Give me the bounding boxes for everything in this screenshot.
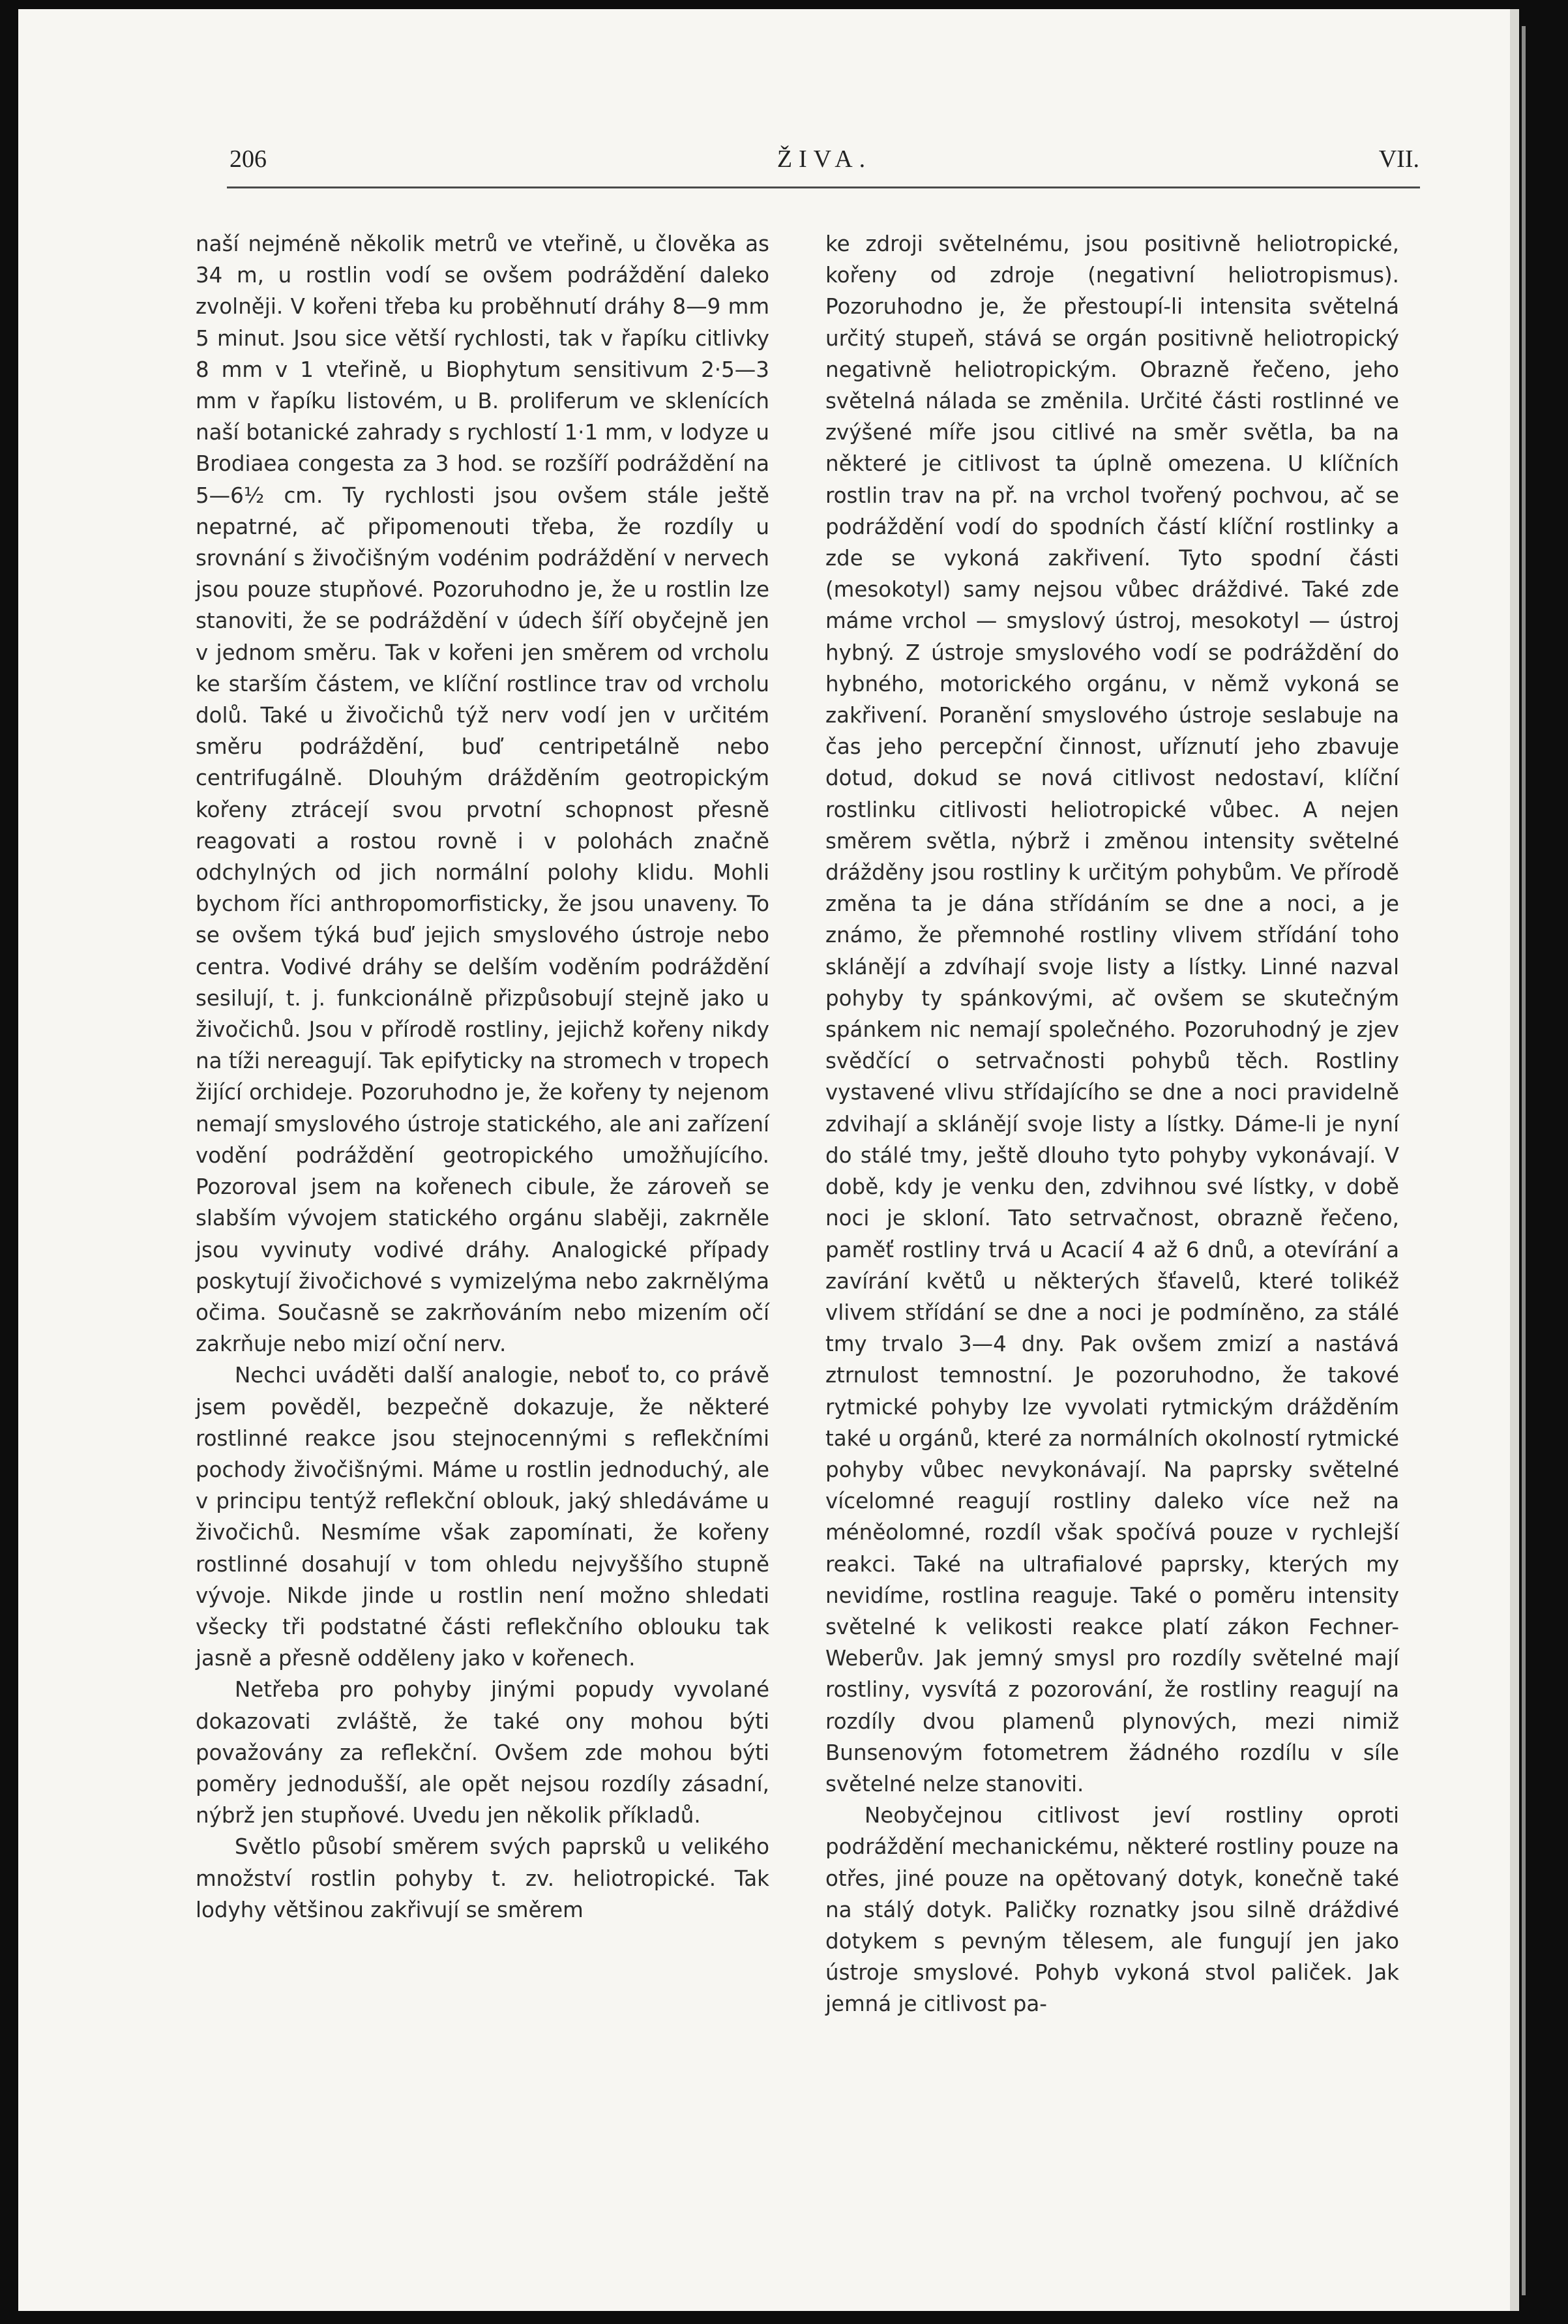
paragraph: naší nejméně několik metrů ve vteřině, u člověka as 34 m, u rostlin vodí se ovšem podráždění daleko zvolněji. V kořeni třeba ku proběhnutí dráhy 8—9 mm 5 minut. Jsou sice větší rychlosti, tak v řapíku citlivky 8 mm v 1 vteřině, u Biophytum sensitivum 2·5—3 mm v řapíku listovém, u B. proliferum ve sklenících naší botanické zahrady s rychlostí 1·1 mm, v lodyze u Brodiaea congesta za 3 hod. se rozšíří podráždění na 5—6½ cm. Ty rychlosti jsou ovšem stále ještě nepatrné, ač připomenouti třeba, že rozdíly u srovnání s živočišným vodénim podráždění v nervech jsou pouze stupňové. Pozoruhodno je, že u rostlin lze stanoviti, že se podráždění v údech šíří obyčejně jen v jednom směru. Tak v kořeni jen směrem od vrcholu ke starším částem, ve klíční rostlince trav od vrcholu dolů. Také u živočichů týž nerv vodí jen v určitém směru podráždění, buď centripetálně nebo centrifugálně. Dlouhým drážděním geotropickým kořeny ztrácejí svou prvotní schopnost přesně reagovati a rostou rovně i v polohách značně odchylných od jich normální polohy klidu. Mohli bychom říci anthropomorfisticky, že jsou unaveny. To se ovšem týká buď jejich smyslového ústroje nebo centra. Vodivé dráhy se delším voděním podráždění sesilují, t. j. funkcionálně přizpůsobují stejně jako u živočichů. Jsou v přírodě rostliny, jejichž kořeny nikdy na tíži nereagují. Tak epifyticky na stromech v tropech žijící orchideje. Pozoruhodno je, že kořeny ty nejenom nemají smyslového ústroje statického, ale ani zařízení vodění podráždění geotropického umožňujícího. Pozoroval jsem na kořenech cibule, že zároveň se slabším vývojem statického orgánu slaběji, zakrněle jsou vyvinuty vodivé dráhy. Analogické případy poskytují živočichové s vymizelýma nebo zakrnělýma očima. Současně se zakrňováním nebo mizením očí zakrňuje nebo mizí oční nerv.: [196, 231, 769, 1357]
paragraph: Neobyčejnou citlivost jeví rostliny oproti podráždění mechanickému, některé rostliny pouze na otřes, jiné pouze na opětovaný dotyk, konečně také na stálý dotyk. Paličky roznatky jsou silně dráždivé dotykem s pevným tělesem, ale fungují jen jako ústroje smyslové. Pohyb vykoná stvol paliček. Jak jemná je citlivost pa-: [825, 1803, 1399, 2017]
header-rule: [227, 186, 1420, 188]
paragraph: Netřeba pro pohyby jinými popudy vyvolané dokazovati zvláště, že také ony mohou býti považovány za reflekční. Ovšem zde mohou býti poměry jednodušší, ale opět nejsou rozdíly zásadní, nýbrž jen stupňové. Uvedu jen několik příkladů.: [196, 1677, 769, 1828]
volume-number: VII.: [1378, 145, 1419, 173]
journal-title: ŽIVA.: [777, 145, 872, 173]
page-edge: [1510, 9, 1519, 2311]
paragraph: ke zdroji světelnému, jsou positivně heliotropické, kořeny od zdroje (negativní heliotropismus). Pozoruhodno je, že přestoupí-li intensita světelná určitý stupeň, stává se orgán positivně heliotropický negativně heliotropickým. Obrazně řečeno, jeho světelná nálada se změnila. Určité části rostlinné ve zvýšené míře jsou citlivé na směr světla, ba na některé je citlivost ta úplně omezena. U klíčních rostlin trav na př. na vrchol tvořený pochvou, ač se podráždění vodí do spodních částí klíční rostlinky a zde se vykoná zakřivení. Tyto spodní části (mesokotyl) samy nejsou vůbec dráždivé. Také zde máme vrchol — smyslový ústroj, mesokotyl — ústroj hybný. Z ústroje smyslového vodí se podráždění do hybného, motorického orgánu, v němž vykoná se zakřivení. Poranění smyslového ústroje seslabuje na čas jeho percepční činnost, uříznutí jeho zbavuje dotud, dokud se nová citlivost nedostaví, klíční rostlinku citlivosti heliotropické vůbec. A nejen směrem světla, nýbrž i změnou intensity světelné drážděny jsou rostliny k určitým pohybům. Ve přírodě změna ta je dána střídáním se dne a noci, a je známo, že přemnohé rostliny vlivem střídání toho sklánějí a zdvíhají svoje listy a lístky. Linné nazval pohyby ty spánkovými, ač ovšem se skutečným spánkem nic nemají společného. Pozoruhodný je zjev svědčící o setrvačnosti pohybů těch. Rostliny vystavené vlivu střídajícího se dne a noci pravidelně zdvihají a sklánějí svoje listy a lístky. Dáme-li je nyní do stálé tmy, ještě dlouho tyto pohyby vykonávají. V době, kdy je venku den, zdvihnou své lístky, v době noci je skloní. Tato setrvačnost, obrazně řečeno, paměť rostliny trvá u Acacií 4 až 6 dnů, a otevírání a zavírání květů u některých šťavelů, které tolikéž vlivem střídání se dne a noci je podmíněno, za stálé tmy trvalo 3—4 dny. Pak ovšem zmizí a nastává ztrnulost temnostní. Je pozoruhodno, že takové rytmické pohyby lze vyvolati rytmickým drážděním také u orgánů, které za normálních okolností rytmické pohyby vůbec nevykonávají. Na paprsky světelné vícelomné reagují rostliny daleko více než na méněolomné, rozdíl však spočívá pouze v rychlejší reakci. Také na ultrafialové paprsky, kterých my nevidíme, rostlina reaguje. Také o poměru intensity světelné k velikosti reakce platí zákon Fechner-Weberův. Jak jemný smysl pro rozdíly světelné mají rostliny, vysvítá z pozorování, že rostliny reagují na rozdíly dvou plamenů plynových, mezi nimiž Bunsenovým fotometrem žádného rozdílu v síle světelné nelze stanoviti.: [825, 231, 1399, 1796]
paragraph: Nechci uváděti další analogie, neboť to, co právě jsem pověděl, bezpečně dokazuje, že některé rostlinné reakce jsou stejnocennými s reflekčními pochody živočišnými. Máme u rostlin jednoduchý, ale v principu tentýž reflekční oblouk, jaký shledáváme u živočichů. Nesmíme však zapomínati, že kořeny rostlinné dosahují v tom ohledu nejvyššího stupně vývoje. Nikde jinde u rostlin není možno shledati všecky tři podstatné části reflekčního oblouku tak jasně a přesně odděleny jako v kořenech.: [196, 1363, 769, 1671]
running-header: [229, 145, 1419, 184]
page-edge-shadow: [1522, 26, 1526, 2295]
right-column: [825, 228, 1399, 2020]
page-number: 206: [229, 145, 267, 173]
left-column: [196, 228, 769, 1926]
paragraph: Světlo působí směrem svých paprsků u velikého množství rostlin pohyby t. zv. heliotropické. Tak lodyhy většinou zakřivují se směrem: [196, 1834, 769, 1922]
